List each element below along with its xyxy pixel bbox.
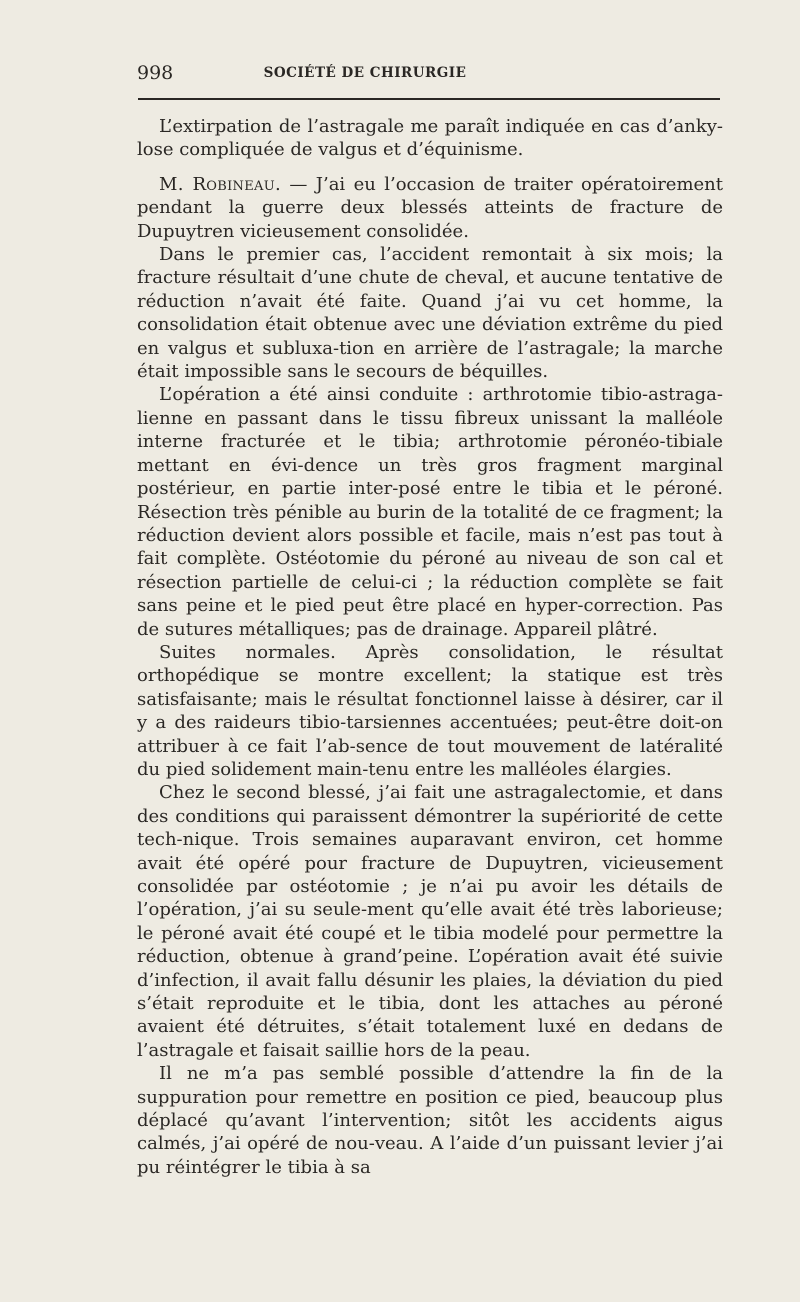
paragraph-reintervention: Il ne m’a pas semblé possible d’attendre la fin de la suppuration pour remettre en position ce pied, beaucoup plus déplacé qu’avant l’intervention; sitôt les accidents aigus calmés, j’ai opéré de nou-veau. A l’aide d’un puissant levier j’ai pu réintégrer le tibia à sa xyxy=(137,1063,723,1178)
page-number: 998 xyxy=(137,62,174,84)
paragraph-first-case: Dans le premier cas, l’accident remontait à six mois; la fracture résultait d’une chute de cheval, et aucune tentative de réduction n’avait été faite. Quand j’ai vu cet homme, la consolidation était obtenue avec une déviation extrême du pied en valgus et subluxa-tion en arrière de l’astragale; la marche était impossible sans le secours de béquilles. xyxy=(137,244,723,383)
paragraph-robineau-intro xyxy=(137,173,723,243)
paragraph-ankylose: L’extirpation de l’astragale me paraît indiquée en cas d’anky-lose compliquée de valgus et d’équinisme. xyxy=(137,116,723,161)
running-head xyxy=(0,58,800,88)
paragraph-operation: L’opération a été ainsi conduite : arthrotomie tibio-astraga-lienne en passant dans le tissu fibreux unissant la malléole interne fracturée et le tibia; arthrotomie péronéo-tibiale mettant en évi-dence un très gros fragment marginal postérieur, en partie inter-posé entre le tibia et le péroné. Résection très pénible au burin de la totalité de ce fragment; la réduction devient alors possible et facile, mais n’est pas tout à fait complète. Ostéotomie du péroné au niveau de son cal et résection partielle de celui-ci ; la réduction complète se fait sans peine et le pied peut être placé en hyper-correction. Pas de sutures métalliques; pas de drainage. Appareil plâtré. xyxy=(137,384,723,640)
paragraph-robineau-intro-text: — J’ai eu l’occasion de traiter opératoirement pendant la guerre deux blessés atteints de fracture de Dupuytren vicieusement consolidée. xyxy=(137,173,723,242)
paragraph-suites: Suites normales. Après consolidation, le résultat orthopédique se montre excellent; la statique est très satisfaisante; mais le résultat fonctionnel laisse à désirer, car il y a des raideurs tibio-tarsiennes accentuées; peut-être doit-on attribuer à ce fait l’ab-sence de tout mouvement de latéralité du pied solidement main-tenu entre les malléoles élargies. xyxy=(137,641,723,780)
speaker-name: M. Robineau. xyxy=(159,173,281,195)
body-text xyxy=(137,115,723,1179)
paragraph-second-case: Chez le second blessé, j’ai fait une astragalectomie, et dans des conditions qui paraissent démontrer la supériorité de cette tech-nique. Trois semaines auparavant environ, cet homme avait été opéré pour fracture de Dupuytren, vicieusement consolidée par ostéotomie ; je n’ai pu avoir les détails de l’opération, j’ai su seule-ment qu’elle avait été très laborieuse; le péroné avait été coupé et le tibia modelé pour permettre la réduction, obtenue à grand’peine. L’opération avait été suivie d’infection, il avait fallu désunir les plaies, la déviation du pied s’était reproduite et le tibia, dont les attaches au péroné avaient été détruites, s’était totalement luxé en dedans de l’astragale et faisait saillie hors de la peau. xyxy=(137,782,723,1061)
journal-title: SOCIÉTÉ DE CHIRURGIE xyxy=(263,65,467,81)
header-rule xyxy=(138,98,720,100)
